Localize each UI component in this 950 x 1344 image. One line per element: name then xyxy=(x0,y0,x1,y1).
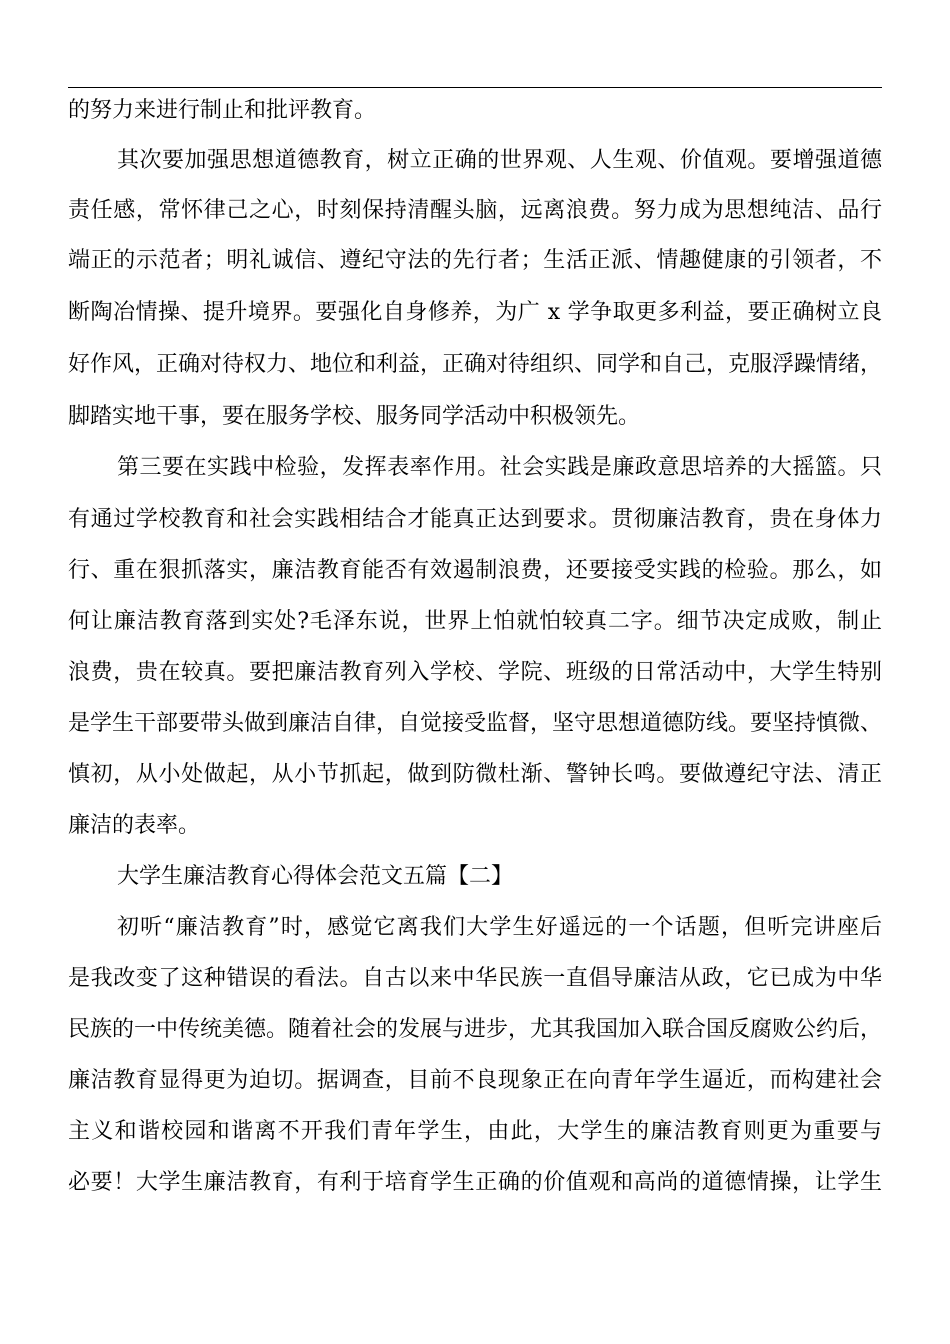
text-line: 的努力来进行制止和批评教育。 xyxy=(68,98,377,123)
text-line: 是学生干部要带头做到廉洁自律，自觉接受监督，坚守思想道德防线。要坚持慎微、 xyxy=(68,711,882,736)
text-line: 断陶冶情操、提升境界。要强化自身修养，为广 x 学争取更多利益，要正确树立良 xyxy=(68,300,882,325)
text-line: 脚踏实地干事，要在服务学校、服务同学活动中积极领先。 xyxy=(68,404,641,429)
header-rule xyxy=(68,87,882,88)
text-line: 浪费，贵在较真。要把廉洁教育列入学校、学院、班级的日常活动中，大学生特别 xyxy=(68,660,882,685)
text-line: 有通过学校教育和社会实践相结合才能真正达到要求。贯彻廉洁教育，贵在身体力 xyxy=(68,507,882,532)
text-line: 慎初，从小处做起，从小节抓起，做到防微杜渐、警钟长鸣。要做遵纪守法、清正 xyxy=(68,762,882,787)
text-line: 责任感，常怀律己之心，时刻保持清醒头脑，远离浪费。努力成为思想纯洁、品行 xyxy=(68,198,882,223)
text-line: 初听“廉洁教育”时，感觉它离我们大学生好遥远的一个话题，但听完讲座后 xyxy=(117,915,882,940)
text-line: 廉洁教育显得更为迫切。据调查，目前不良现象正在向青年学生逼近，而构建社会 xyxy=(68,1068,882,1093)
text-line: 第三要在实践中检验，发挥表率作用。社会实践是廉政意思培养的大摇篮。只 xyxy=(117,455,882,480)
text-line: 必要！大学生廉洁教育，有利于培育学生正确的价值观和高尚的道德情操，让学生 xyxy=(68,1170,882,1195)
text-line: 端正的示范者；明礼诚信、遵纪守法的先行者；生活正派、情趣健康的引领者，不 xyxy=(68,248,882,273)
text-line: 行、重在狠抓落实，廉洁教育能否有效遏制浪费，还要接受实践的检验。那么，如 xyxy=(68,558,882,583)
text-line: 廉洁的表率。 xyxy=(68,813,201,838)
text-line: 好作风，正确对待权力、地位和利益，正确对待组织、同学和自己，克服浮躁情绪， xyxy=(68,352,882,377)
text-line: 是我改变了这种错误的看法。自古以来中华民族一直倡导廉洁从政，它已成为中华 xyxy=(68,966,882,991)
text-line: 主义和谐校园和谐离不开我们青年学生，由此，大学生的廉洁教育则更为重要与 xyxy=(68,1119,882,1144)
text-line: 何让廉洁教育落到实处?毛泽东说，世界上怕就怕较真二字。细节决定成败，制止 xyxy=(68,609,882,634)
section-heading: 大学生廉洁教育心得体会范文五篇【二】 xyxy=(117,864,514,889)
text-line: 其次要加强思想道德教育，树立正确的世界观、人生观、价值观。要增强道德 xyxy=(117,148,882,173)
text-line: 民族的一中传统美德。随着社会的发展与进步，尤其我国加入联合国反腐败公约后， xyxy=(68,1017,882,1042)
